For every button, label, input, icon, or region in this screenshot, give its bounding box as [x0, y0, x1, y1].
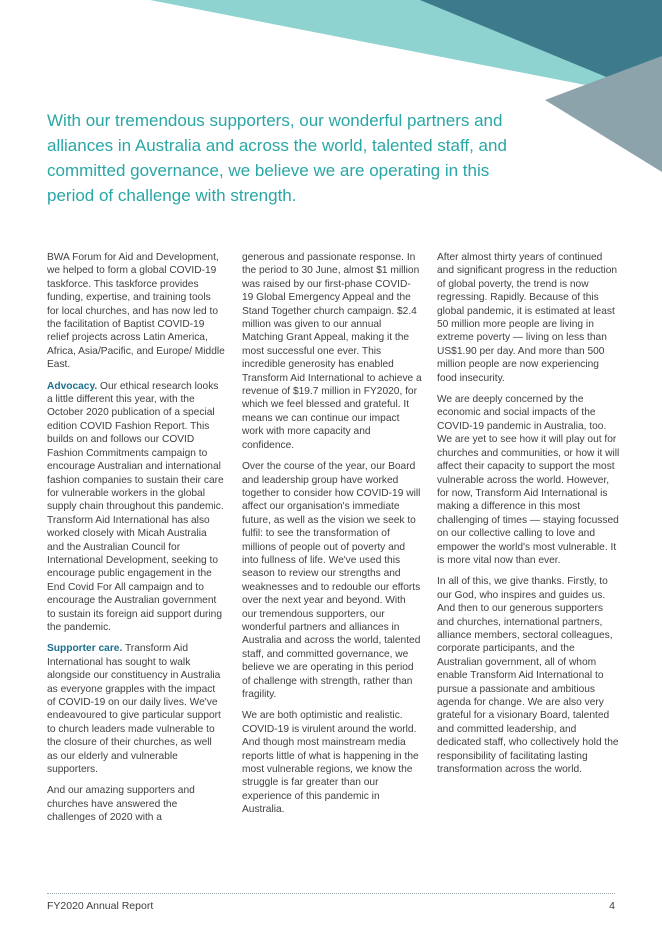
paragraph: [242, 460, 422, 701]
paragraph-text: We are both optimistic and realistic. COVID-19 is virulent around the world. And though most mainstream media reports little of what is happening in the most vulnerable regions, we know the struggle is far greater than our experience of this pandemic in Australia.: [242, 710, 419, 816]
paragraph-text: In all of this, we give thanks. Firstly, to our God, who inspires and guides us. And then to our generous supporters and churches, international partners, alliance members, sectoral colleagues, corporate participants, and the Australian government, all of whom enable Transform Aid International to pursue a passionate and ambitious agenda for change. We are also very grateful for a visionary Board, talented and committed leadership, and dedicated staff, who collectively hold the responsibility of facilitating lasting transformation across the world.: [437, 576, 619, 776]
paragraph: [242, 709, 422, 816]
paragraph: [47, 784, 225, 824]
advocacy-heading: Advocacy.: [47, 380, 98, 392]
paragraph: [437, 251, 621, 385]
paragraph-text: Transform Aid International has sought to walk alongside our constituency in Australia as everyone grapples with the impact of COVID-19 on our daily lives. We've endeavoured to give particular support to church leaders made vulnerable to the closure of their churches, as well as our elderly and vulnerable supporters.: [47, 643, 221, 776]
paragraph-text: We are deeply concerned by the economic and social impacts of the COVID-19 pandemic in Australia, too. We are yet to see how it will play out for churches and communities, or how it will affect their capacity to support the most vulnerable across the world. However, for now, Transform Aid International is making a difference in this most challenging of times — staying focussed on our collective calling to love and empower the world's most vulnerable. It is more vital now than ever.: [437, 394, 620, 566]
paragraph-text: generous and passionate response. In the period to 30 June, almost $1 million was raised by our first-phase COVID-19 Global Emergency Appeal and the Stand Together church campaign. $2.4 million was given to our annual Matching Grant Appeal, making it the most successful one ever. This incredible generosity has enabled Transform Aid International to achieve a revenue of $19.7 million in FY2020, for which we feel blessed and grateful. It means we can continue our impact work with more capacity and confidence.: [242, 252, 422, 451]
supporter-care-heading: Supporter care.: [47, 643, 123, 655]
footer-divider: [47, 893, 615, 894]
paragraph: [47, 380, 225, 635]
text-column-1: [47, 251, 225, 833]
paragraph: [47, 251, 225, 372]
text-column-2: [242, 251, 422, 825]
paragraph-text: After almost thirty years of continued and significant progress in the reduction of global poverty, the trend is now regressing. Rapidly. Because of this global pandemic, it is estimated at least 50 million more people are living in extreme poverty — living on less than US$1.90 per day. And more than 500 million people are now experiencing food insecurity.: [437, 252, 618, 384]
paragraph: [437, 575, 621, 776]
pull-quote: With our tremendous supporters, our wonderful partners and alliances in Australia and across the world, talented staff, and committed governance, we believe we are operating in this period of challenge with strength.: [47, 111, 507, 205]
text-column-3: [437, 251, 621, 784]
paragraph: [242, 251, 422, 452]
paragraph-text: And our amazing supporters and churches have answered the challenges of 2020 with a: [47, 785, 195, 824]
paragraph: [47, 642, 225, 776]
paragraph: [437, 393, 621, 567]
paragraph-text: Over the course of the year, our Board and leadership group have worked together to consider how COVID-19 will affect our organisation's immediate future, as well as the vision we seek to fulfil: to see the transformation of millions of people out of poverty and into fullness of life. We've used this season to review our strengths and weaknesses and to redouble our efforts over the next year and beyond. With our tremendous supporters, our wonderful partners and alliances in Australia and across the world, talented staff, and committed governance, we believe we are operating in this period of challenge with strength, rather than fragility.: [242, 461, 421, 700]
paragraph-text: Our ethical research looks a little different this year, with the October 2020 publication of a special edition COVID Fashion Report. This builds on and follows our COVID Fashion Commitments campaign to encourage Australian and international fashion companies to sustain their care for vulnerable workers in the global supply chain throughout this pandemic. Transform Aid International has also worked closely with Micah Australia and the Australian Council for International Development, seeking to encourage public engagement in the End Covid For All campaign and to encourage the Australian government to sustain its foreign aid support during the pandemic.: [47, 380, 224, 633]
page-number: 4: [609, 900, 615, 912]
paragraph-text: BWA Forum for Aid and Development, we helped to form a global COVID-19 taskforce. This taskforce provides funding, expertise, and training tools for local churches, and has now led to the facilitation of Baptist COVID-19 relief projects across Latin America, Africa, Asia/Pacific, and Europe/ Middle East.: [47, 252, 225, 371]
footer-report-title: FY2020 Annual Report: [47, 900, 154, 912]
